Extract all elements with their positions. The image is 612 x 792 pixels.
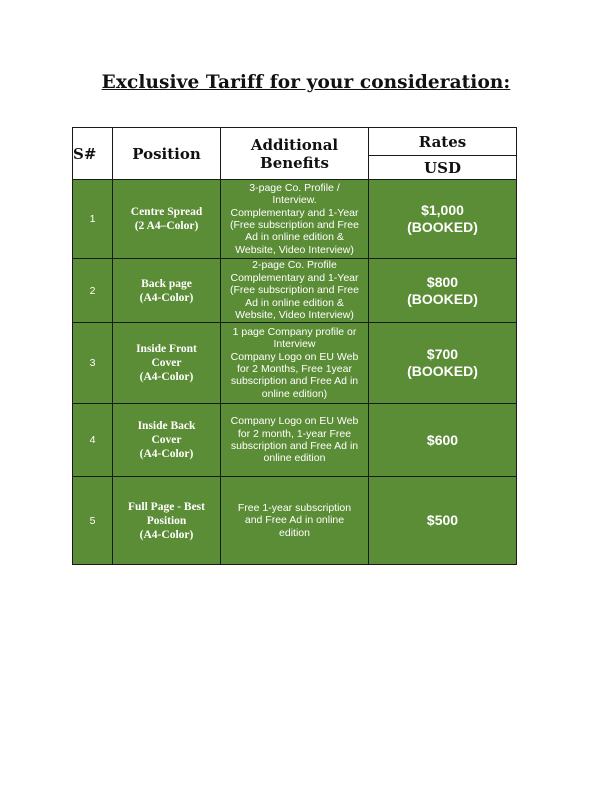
header-currency: USD <box>369 156 517 180</box>
rate-status: (BOOKED) <box>407 363 478 379</box>
benefits-cell <box>221 404 369 477</box>
header-benefits-line: Additional <box>250 135 339 154</box>
row-number: 3 <box>73 323 113 404</box>
position-line: Inside Back <box>137 420 196 432</box>
benefits-cell <box>221 477 369 565</box>
benefits-cell <box>221 323 369 404</box>
header-benefits <box>221 128 369 180</box>
benefits-line: for 2 month, 1-year Free <box>237 427 352 440</box>
benefits-line: Company Logo on EU Web <box>230 350 359 363</box>
benefits-line: (Free subscription and Free <box>230 219 359 231</box>
rate-cell <box>369 323 517 404</box>
position-line: (2 A4–Color) <box>134 220 199 232</box>
rate-cell <box>369 180 517 259</box>
position-cell <box>113 259 221 323</box>
benefits-line: 1 page Company profile or <box>232 325 357 338</box>
benefits-line: Website, Video Interview) <box>235 309 354 322</box>
benefits-line: Website, Video Interview) <box>235 243 354 256</box>
benefits-line: for 2 Months, Free 1year <box>237 363 352 375</box>
rate-cell <box>369 259 517 323</box>
page-title: Exclusive Tariff for your consideration: <box>101 72 511 93</box>
row-number: 1 <box>73 180 113 259</box>
position-line: Back page <box>141 277 192 290</box>
header-benefits-line: Benefits <box>260 153 329 172</box>
header-position: Position <box>113 128 221 180</box>
header-sn: S# <box>73 128 113 180</box>
benefits-line: Company Logo on EU Web <box>230 415 359 428</box>
position-cell <box>113 180 221 259</box>
tariff-table <box>72 127 517 565</box>
benefits-line: Complementary and 1-Year <box>230 271 359 284</box>
rate-status: (BOOKED) <box>407 290 478 307</box>
rate-status: (BOOKED) <box>407 219 478 235</box>
tariff-rows <box>73 180 517 565</box>
benefits-line: and Free Ad in online <box>244 514 345 527</box>
benefits-line: online edition <box>263 452 326 465</box>
table-row <box>73 477 517 565</box>
row-number: 4 <box>73 404 113 477</box>
position-line: (A4-Color) <box>139 371 194 383</box>
rate-price: $700 <box>426 346 459 362</box>
position-line: Cover <box>151 357 182 369</box>
benefits-line: online edition) <box>261 387 328 400</box>
rate-price: $1,000 <box>421 202 464 218</box>
benefits-line: subscription and Free Ad in <box>230 440 359 452</box>
table-row <box>73 323 517 404</box>
position-cell <box>113 323 221 404</box>
position-cell <box>113 404 221 477</box>
rate-cell <box>369 477 517 565</box>
benefits-cell <box>221 259 369 323</box>
benefits-line: Free 1-year subscription <box>237 501 352 514</box>
position-line: (A4-Color) <box>139 448 194 460</box>
header-rates: Rates <box>369 128 517 156</box>
benefits-line: 2-page Co. Profile <box>252 259 337 272</box>
row-number: 5 <box>73 477 113 565</box>
benefits-cell <box>221 180 369 259</box>
benefits-line: Ad in online edition & <box>245 231 344 244</box>
benefits-line: Interview. <box>272 194 317 207</box>
position-line: (A4-Color) <box>139 291 194 304</box>
table-row <box>73 259 517 323</box>
position-cell <box>113 477 221 565</box>
position-line: Cover <box>151 434 182 446</box>
rate-price: $800 <box>426 273 459 290</box>
benefits-line: 3-page Co. Profile / <box>249 181 340 194</box>
table-row <box>73 404 517 477</box>
position-line: Centre Spread <box>130 206 203 218</box>
benefits-line: subscription and Free Ad in <box>230 375 359 388</box>
rate-price: $600 <box>426 431 459 448</box>
position-line: Position <box>146 514 187 527</box>
benefits-line: Interview <box>273 338 316 351</box>
benefits-line: edition <box>279 526 310 539</box>
benefits-line: Ad in online edition & <box>245 296 344 309</box>
position-line: (A4-Color) <box>139 528 194 541</box>
benefits-line: Complementary and 1-Year <box>230 206 359 219</box>
benefits-line: (Free subscription and Free <box>230 284 359 297</box>
rate-price: $500 <box>426 512 459 528</box>
position-line: Full Page - Best <box>128 500 205 513</box>
table-row <box>73 180 517 259</box>
row-number: 2 <box>73 259 113 323</box>
rate-cell <box>369 404 517 477</box>
position-line: Inside Front <box>136 343 197 355</box>
